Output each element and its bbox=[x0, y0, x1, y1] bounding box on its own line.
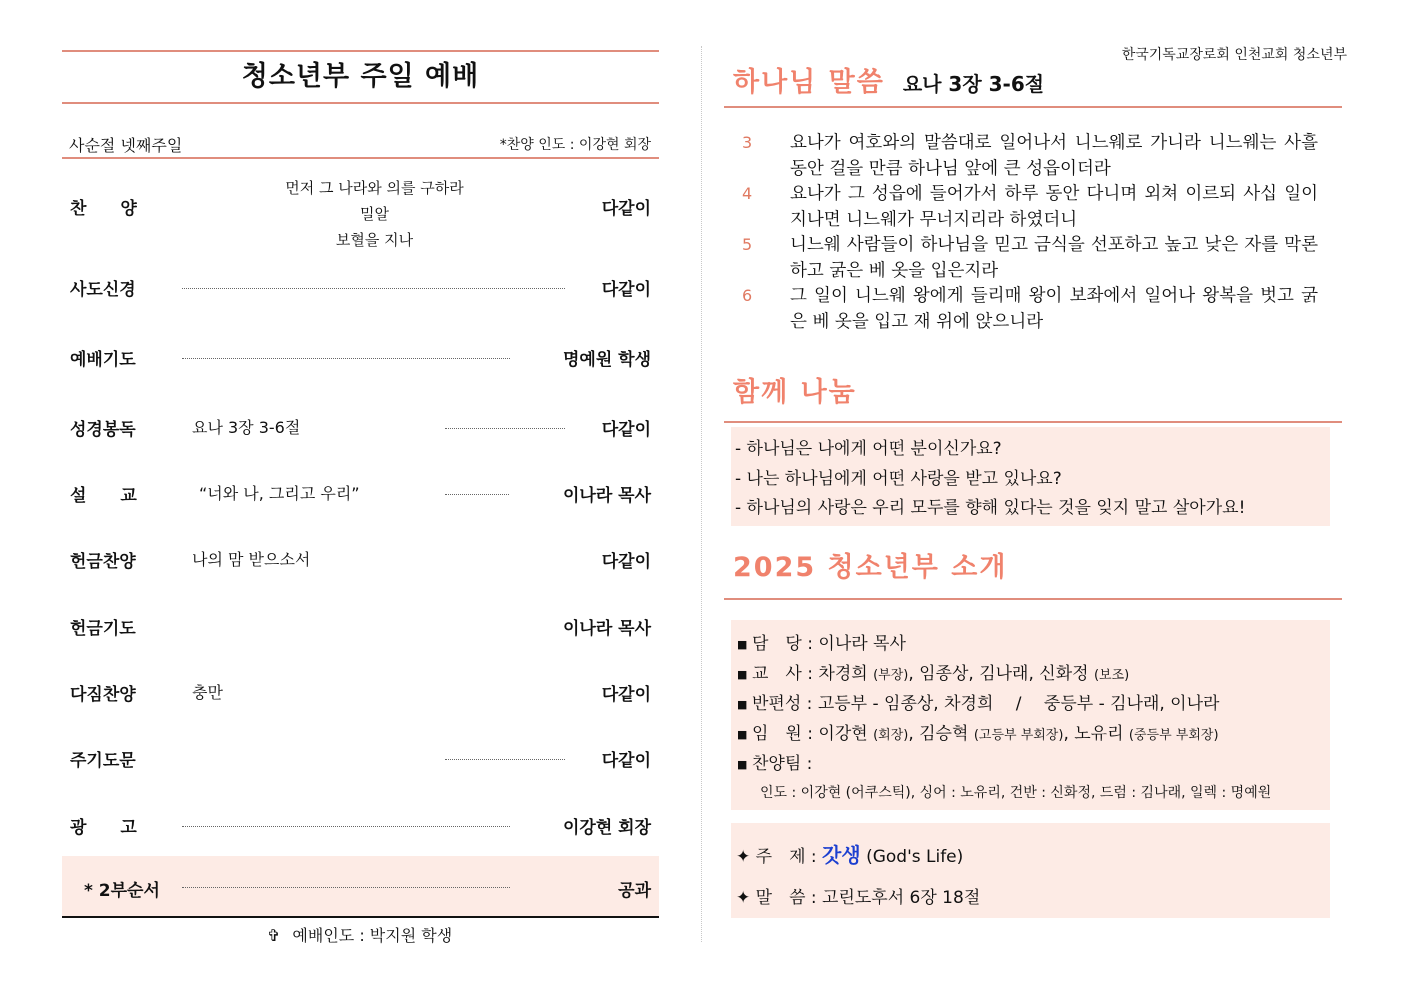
dot-leader bbox=[445, 428, 565, 429]
order-content: “너와 나, 그리고 우리” bbox=[199, 484, 360, 503]
title-banner bbox=[62, 50, 659, 104]
praise-leader: *찬양 인도 : 이강현 회장 bbox=[499, 137, 651, 153]
order-row-prayer bbox=[62, 341, 659, 371]
section-rule bbox=[724, 421, 1342, 423]
order-leader: 다같이 bbox=[601, 199, 651, 219]
intro-value: 고등부 - 임종상, 차경희 / 중등부 - 김나래, 이나라 bbox=[817, 694, 1220, 714]
share-box bbox=[731, 427, 1330, 526]
praise-team-members: 인도 : 이강현 (어쿠스틱), 싱어 : 노유리, 건반 : 신화정, 드럼 : 김나래, 일렉 : 명예원 bbox=[760, 784, 1272, 801]
verse-item bbox=[738, 181, 1318, 233]
order-label: 광 고 bbox=[70, 818, 137, 838]
verse-list bbox=[738, 130, 1318, 334]
order-label: 찬 양 bbox=[70, 199, 137, 219]
bullet-icon: ■ bbox=[737, 758, 748, 771]
page-title: 청소년부 주일 예배 bbox=[241, 61, 480, 92]
order-leader: 명예원 학생 bbox=[562, 350, 651, 370]
order-label: 주기도문 bbox=[70, 751, 136, 771]
bullet-icon: ■ bbox=[737, 638, 748, 651]
order-content: 요나 3장 3-6절 bbox=[192, 418, 301, 437]
dot-leader bbox=[445, 494, 509, 495]
theme-box bbox=[731, 823, 1330, 918]
intro-teachers bbox=[736, 660, 1330, 691]
order-label: 헌금기도 bbox=[70, 619, 136, 639]
order-leader: 이강현 회장 bbox=[562, 818, 651, 838]
intro-role: (부장) bbox=[873, 667, 909, 683]
part2-row bbox=[62, 856, 659, 918]
order-row-offering-prayer bbox=[62, 610, 659, 640]
order-row-announcements bbox=[62, 809, 659, 839]
order-content: 나의 맘 받으소서 bbox=[192, 550, 311, 569]
dot-leader bbox=[182, 358, 510, 359]
verse-text: 요나가 그 성읍에 들어가서 하루 동안 다니며 외쳐 이르되 사십 일이 지나면 니느웨가 무너지리라 하였더니 bbox=[790, 184, 1318, 230]
word-reference: 요나 3장 3-6절 bbox=[902, 72, 1045, 96]
page-divider bbox=[701, 46, 702, 942]
worship-leader-footer bbox=[267, 923, 452, 946]
section-rule bbox=[724, 106, 1342, 108]
theme-verse-line bbox=[736, 878, 1330, 919]
intro-role: (보조) bbox=[1093, 667, 1130, 683]
order-leader: 다같이 bbox=[601, 420, 651, 440]
dot-leader bbox=[182, 887, 510, 888]
verse-text: 니느웨 사람들이 하나님을 믿고 금식을 선포하고 높고 낮은 자를 막론하고 굵은 베 옷을 입은지라 bbox=[790, 235, 1318, 281]
share-question: - 하나님은 나에게 어떤 분이신가요? bbox=[735, 439, 1002, 459]
intro-role: (회장) bbox=[873, 727, 909, 743]
share-question: - 하나님의 사랑은 우리 모두를 향해 있다는 것을 잊지 말고 살아가요! bbox=[735, 498, 1246, 518]
order-label: 사도신경 bbox=[70, 280, 136, 300]
cross-icon: ✞ bbox=[267, 926, 281, 945]
order-row-creed bbox=[62, 271, 659, 301]
intro-label: 담 당 : bbox=[752, 634, 819, 654]
theme-verse-value: 고린도후서 6장 18절 bbox=[822, 888, 981, 908]
part2-leader: 공과 bbox=[618, 881, 651, 901]
word-heading-text: 하나님 말씀 bbox=[733, 67, 885, 98]
share-heading: 함께 나눔 bbox=[733, 377, 857, 408]
intro-value: , 김승혁 bbox=[908, 723, 974, 744]
order-leader: 이나라 목사 bbox=[562, 619, 651, 639]
intro-role: (고등부 부회장) bbox=[973, 727, 1064, 743]
intro-staff bbox=[736, 630, 1330, 660]
order-label: 헌금찬양 bbox=[70, 552, 136, 572]
worship-leader-text: 예배인도 : 박지원 학생 bbox=[292, 926, 453, 945]
verse-number: 5 bbox=[742, 235, 753, 254]
intro-heading: 2025 청소년부 소개 bbox=[733, 552, 1008, 583]
intro-value: , 임종상, 김나래, 신화정 bbox=[908, 663, 1094, 684]
share-question: - 나는 하나님에게 어떤 사랑을 받고 있나요? bbox=[735, 468, 1062, 489]
part2-label: * 2부순서 bbox=[84, 881, 160, 901]
verse-text: 요나가 여호와의 말씀대로 일어나서 니느웨로 가니라 니느웨는 사흘 동안 걸을 만큼 하나님 앞에 큰 성읍이더라 bbox=[790, 133, 1318, 179]
intro-box bbox=[731, 620, 1330, 810]
church-name: 한국기독교장로회 인천교회 청소년부 bbox=[1121, 47, 1347, 63]
order-row-commitment-song bbox=[62, 676, 659, 706]
subtitle-row bbox=[62, 131, 659, 159]
intro-value: 차경희 bbox=[818, 663, 874, 684]
order-label: 예배기도 bbox=[70, 350, 136, 370]
intro-label: 교 사 : bbox=[752, 663, 819, 684]
intro-value: , 노유리 bbox=[1063, 723, 1129, 744]
intro-role: (중등부 부회장) bbox=[1128, 727, 1219, 743]
verse-number: 4 bbox=[742, 184, 753, 203]
hymn-item: 밀알 bbox=[360, 205, 389, 223]
dot-leader bbox=[182, 826, 510, 827]
theme-value: 갓생 bbox=[822, 843, 861, 867]
intro-value: 이나라 목사 bbox=[818, 634, 906, 654]
order-label: 다짐찬양 bbox=[70, 685, 136, 705]
order-leader: 이나라 목사 bbox=[562, 486, 651, 506]
order-row-sermon bbox=[62, 477, 659, 507]
season-label: 사순절 넷째주일 bbox=[69, 136, 183, 155]
verse-item bbox=[738, 283, 1318, 335]
verse-item bbox=[738, 232, 1318, 284]
theme-line bbox=[736, 835, 1330, 878]
dot-leader bbox=[182, 288, 565, 289]
verse-item bbox=[738, 130, 1318, 182]
bullet-icon: ■ bbox=[737, 698, 748, 711]
order-row-lords-prayer bbox=[62, 742, 659, 772]
intro-praise-team bbox=[736, 750, 1330, 780]
verse-number: 3 bbox=[742, 133, 753, 152]
hymn-item: 먼저 그 나라와 의를 구하라 bbox=[285, 179, 464, 197]
intro-officers bbox=[736, 720, 1330, 751]
order-leader: 다같이 bbox=[601, 552, 651, 572]
order-label: 설 교 bbox=[70, 486, 137, 506]
bullet-icon: ■ bbox=[737, 667, 748, 681]
order-leader: 다같이 bbox=[601, 751, 651, 771]
intro-label: 찬양팀 : bbox=[752, 754, 813, 774]
hymn-item: 보혈을 지나 bbox=[335, 231, 414, 249]
bullet-icon: ■ bbox=[737, 727, 748, 741]
order-row-reading bbox=[62, 411, 659, 441]
word-heading bbox=[733, 60, 1044, 99]
dot-leader bbox=[445, 759, 565, 760]
order-leader: 다같이 bbox=[601, 685, 651, 705]
verse-number: 6 bbox=[742, 286, 753, 305]
order-label: 성경봉독 bbox=[70, 420, 136, 440]
intro-classes bbox=[736, 690, 1330, 720]
intro-label: 임 원 : bbox=[752, 723, 819, 744]
section-rule bbox=[724, 598, 1342, 600]
intro-label: 반편성 : bbox=[752, 694, 818, 714]
order-row-offering-song bbox=[62, 543, 659, 573]
verse-text: 그 일이 니느웨 왕에게 들리매 왕이 보좌에서 일어나 왕복을 벗고 굵은 베 옷을 입고 재 위에 앉으니라 bbox=[790, 286, 1318, 332]
order-content: 충만 bbox=[192, 683, 223, 702]
order-leader: 다같이 bbox=[601, 280, 651, 300]
order-row-praise bbox=[62, 190, 659, 220]
theme-label: ✦ 주 제 : bbox=[736, 847, 823, 867]
theme-english: (God's Life) bbox=[860, 847, 964, 867]
intro-value: 이강현 bbox=[818, 723, 874, 744]
theme-verse-label: ✦ 말 씀 : bbox=[736, 888, 823, 908]
